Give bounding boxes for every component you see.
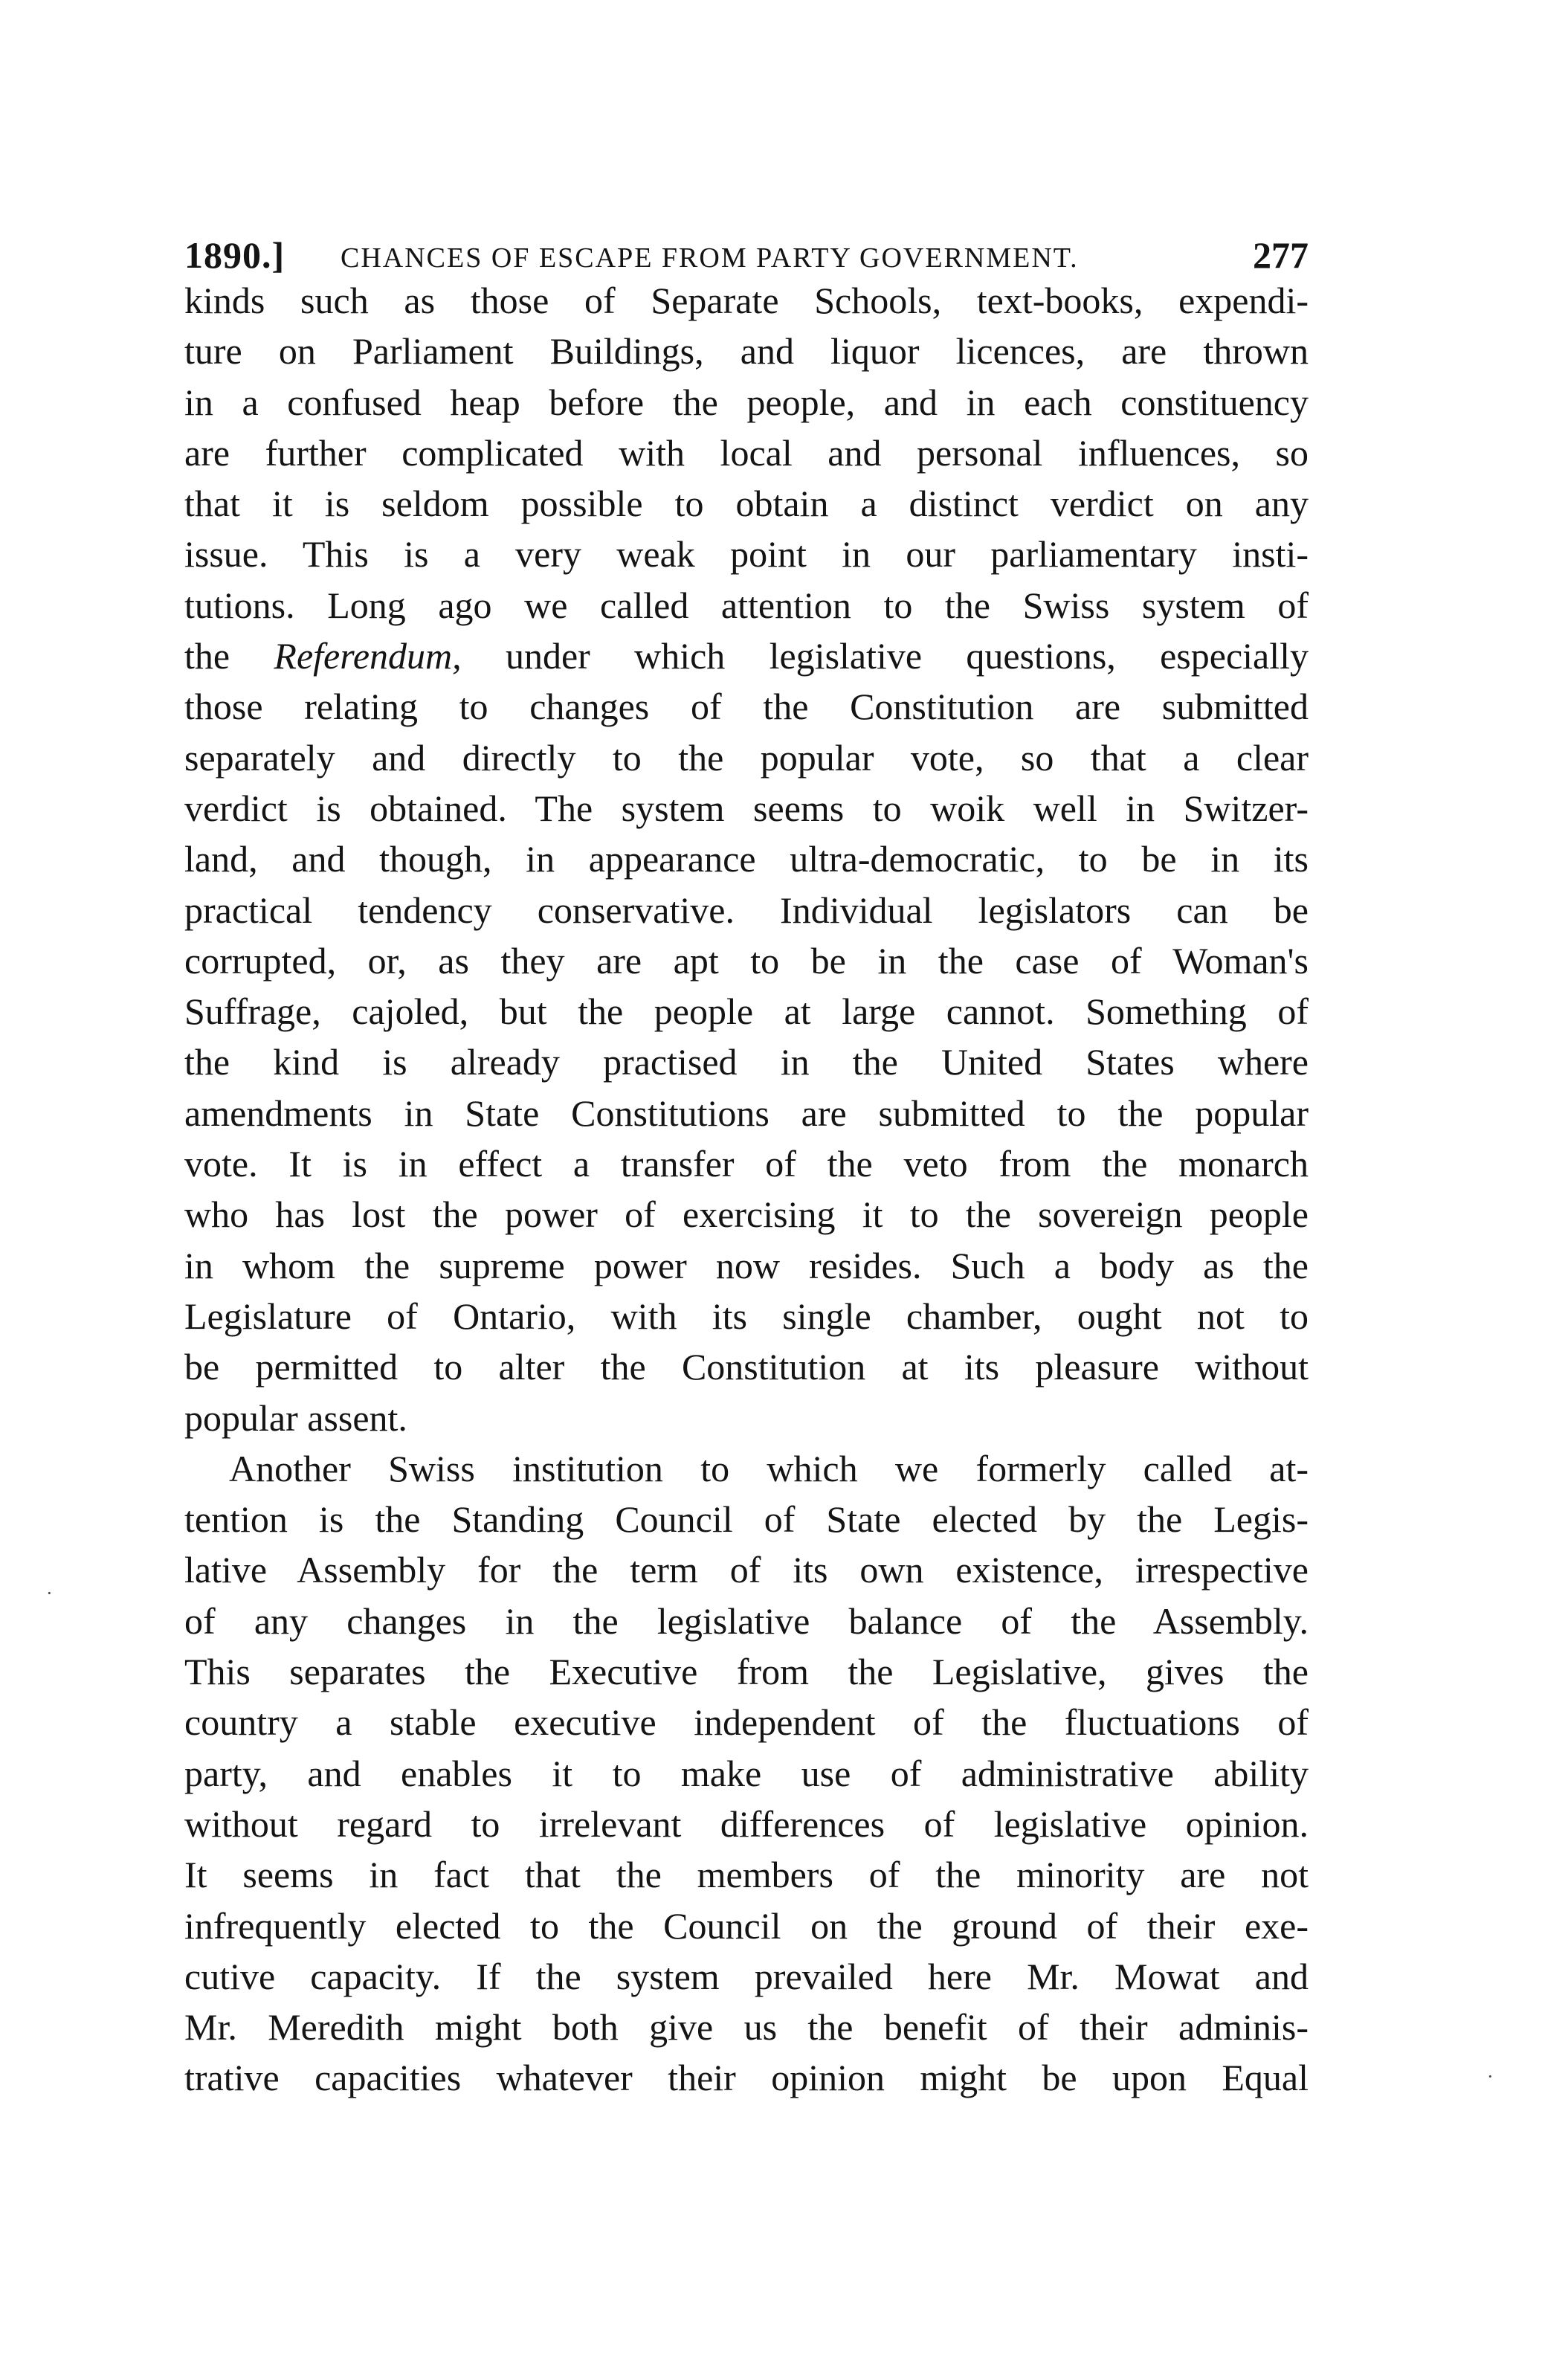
margin-speck: ·	[1487, 2066, 1494, 2087]
text-line: kinds such as those of Separate Schools, text-books, expendi-	[184, 280, 1309, 321]
text-line: popular assent.	[184, 1396, 407, 1439]
text-line: corrupted, or, as they are apt to be in the case of Woman's	[184, 939, 1309, 982]
text-line: those relating to changes of the Constitution are submitted	[184, 686, 1309, 728]
text-line: the kind is already practised in the United States where	[184, 1041, 1309, 1083]
text-line	[184, 631, 1309, 681]
text-line: tutions. Long ago we called attention to the Swiss system of	[184, 584, 1309, 626]
text-line: in a confused heap before the people, and in each constituency	[184, 381, 1309, 423]
text-run: the	[184, 635, 274, 677]
text-line: of any changes in the legislative balance of the Assembly.	[184, 1599, 1309, 1642]
text-run: under which legislative questions, especially	[461, 635, 1309, 677]
text-line: without regard to irrelevant differences of legislative opinion.	[184, 1802, 1309, 1845]
text-line: cutive capacity. If the system prevailed here Mr. Mowat and	[184, 1955, 1309, 1997]
running-head-year: 1890.]	[184, 234, 285, 276]
italic-term: Referendum,	[274, 635, 462, 677]
text-line: separately and directly to the popular vote, so that a clear	[184, 736, 1309, 779]
margin-speck: ·	[46, 1582, 53, 1604]
text-line: are further complicated with local and personal influences, so	[184, 431, 1309, 474]
text-line: be permitted to alter the Constitution at its pleasure without	[184, 1346, 1309, 1388]
text-line: Legislature of Ontario, with its single chamber, ought not to	[184, 1295, 1309, 1337]
text-line: This separates the Executive from the Legislative, gives the	[184, 1651, 1309, 1693]
text-line: land, and though, in appearance ultra-democratic, to be in its	[184, 838, 1309, 880]
body-text	[184, 275, 1309, 2104]
text-line: Mr. Meredith might both give us the benefit of their adminis-	[184, 2006, 1309, 2049]
text-line: tention is the Standing Council of State elected by the Legis-	[184, 1498, 1309, 1541]
text-line: verdict is obtained. The system seems to woik well in Switzer-	[184, 787, 1309, 829]
text-line: amendments in State Constitutions are submitted to the popular	[184, 1092, 1309, 1134]
text-line: who has lost the power of exercising it to the sovereign people	[184, 1193, 1309, 1236]
text-line: Another Swiss institution to which we formerly called at-	[229, 1447, 1309, 1489]
text-line: ture on Parliament Buildings, and liquor licences, are thrown	[184, 330, 1309, 373]
text-line: issue. This is a very weak point in our parliamentary insti-	[184, 533, 1309, 576]
text-line: country a stable executive independent of the fluctuations of	[184, 1701, 1309, 1744]
page-number: 277	[1253, 234, 1309, 276]
text-line: vote. It is in effect a transfer of the veto from the monarch	[184, 1143, 1309, 1185]
text-line: that it is seldom possible to obtain a distinct verdict on any	[184, 483, 1309, 525]
text-line: trative capacities whatever their opinion might be upon Equal	[184, 2057, 1309, 2099]
running-head-title: CHANCES OF ESCAPE FROM PARTY GOVERNMENT.	[341, 242, 1079, 274]
text-line: in whom the supreme power now resides. Such a body as the	[184, 1244, 1309, 1286]
text-line: It seems in fact that the members of the minority are not	[184, 1854, 1309, 1896]
text-line: lative Assembly for the term of its own existence, irrespective	[184, 1549, 1309, 1591]
text-line: infrequently elected to the Council on the ground of their exe-	[184, 1904, 1309, 1947]
text-line: Suffrage, cajoled, but the people at large cannot. Something of	[184, 990, 1309, 1033]
text-line: practical tendency conservative. Individual legislators can be	[184, 889, 1309, 931]
text-line: party, and enables it to make use of administrative ability	[184, 1752, 1309, 1794]
running-head	[184, 229, 1309, 281]
